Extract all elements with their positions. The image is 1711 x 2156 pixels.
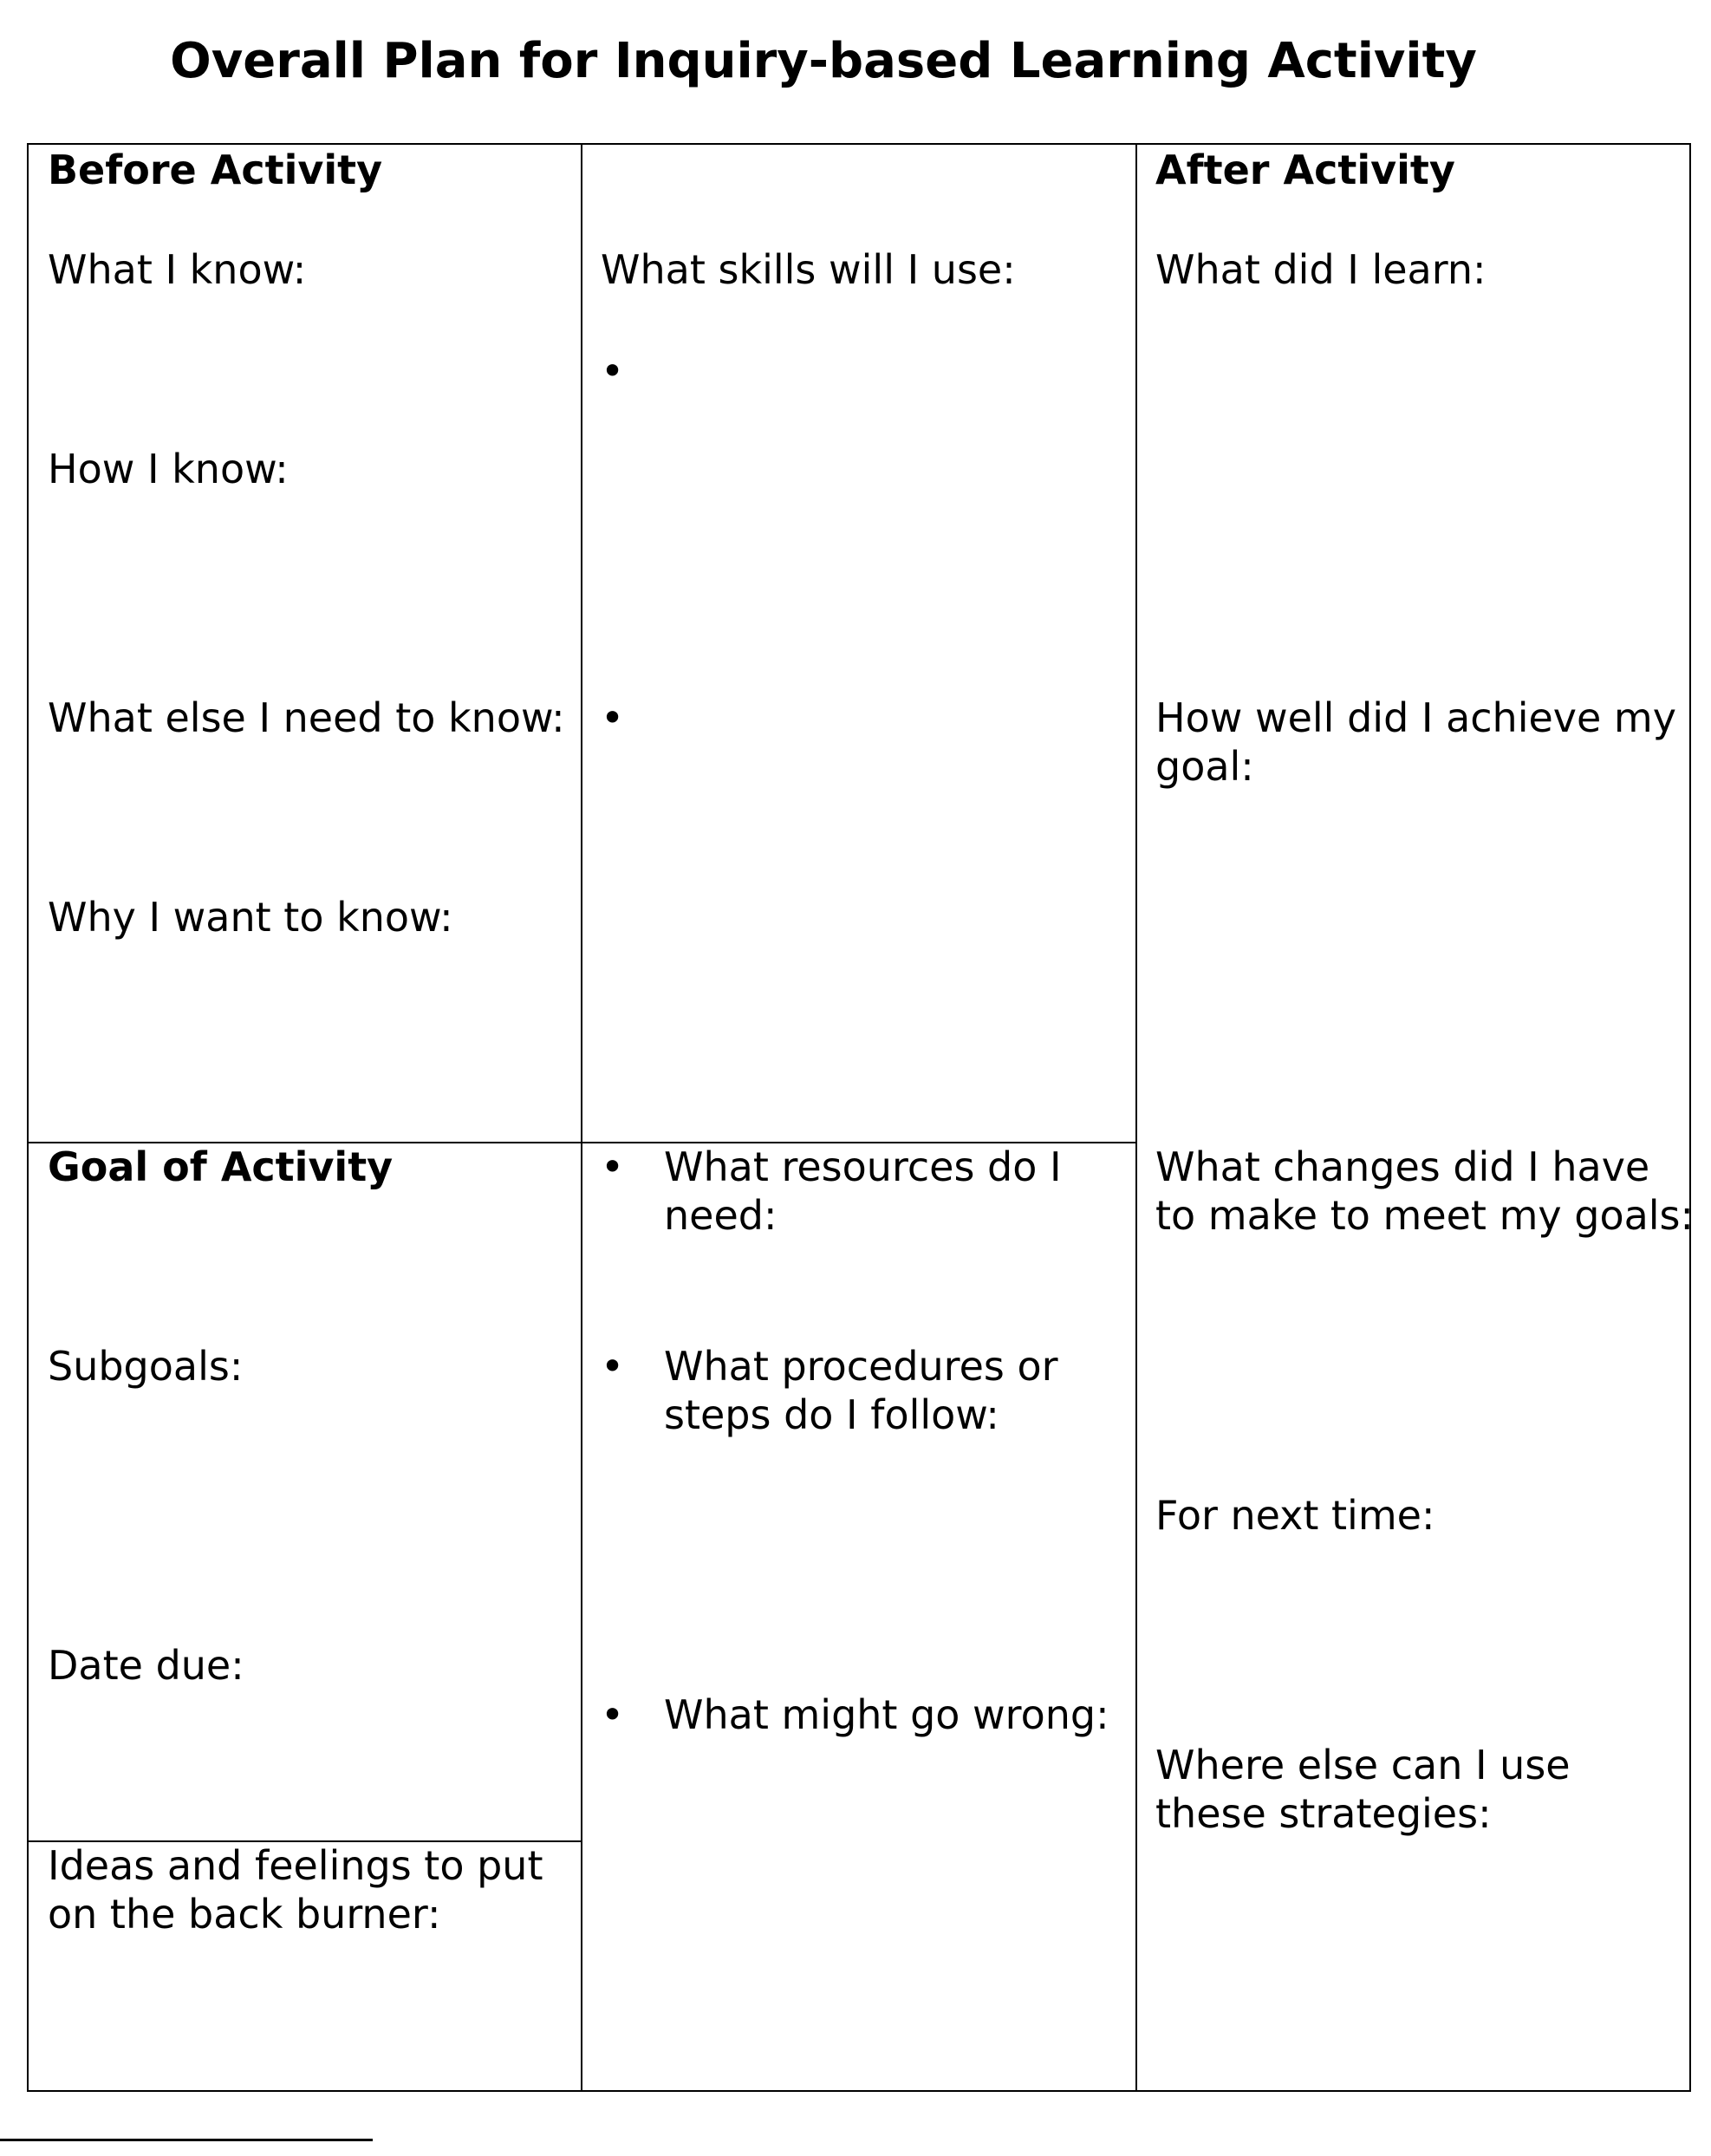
achieve-label-line1: How well did I achieve my bbox=[1155, 694, 1676, 741]
changes-label-line1: What changes did I have bbox=[1155, 1143, 1650, 1190]
procedures-label-line1: What procedures or bbox=[664, 1343, 1058, 1390]
subgoals-label: Subgoals: bbox=[48, 1343, 244, 1390]
page-title: Overall Plan for Inquiry-based Learning Activity bbox=[170, 33, 1477, 89]
resources-bullet: • bbox=[601, 1143, 625, 1190]
what-i-know-label: What I know: bbox=[48, 246, 307, 293]
where-else-label-line1: Where else can I use bbox=[1155, 1742, 1571, 1788]
what-else-label: What else I need to know: bbox=[48, 694, 565, 741]
column-divider-left bbox=[581, 143, 582, 2092]
where-else-label-line2: these strategies: bbox=[1155, 1790, 1492, 1837]
resources-label-line1: What resources do I bbox=[664, 1143, 1062, 1190]
changes-label-line2: to make to meet my goals: bbox=[1155, 1192, 1695, 1239]
procedures-label-line2: steps do I follow: bbox=[664, 1391, 999, 1438]
footnote-rule bbox=[0, 2139, 373, 2141]
resources-label-line2: need: bbox=[664, 1192, 777, 1239]
next-time-label: For next time: bbox=[1155, 1492, 1435, 1539]
back-burner-label-line1: Ideas and feelings to put bbox=[48, 1842, 543, 1889]
goal-of-activity-heading: Goal of Activity bbox=[48, 1143, 394, 1190]
skills-label: What skills will I use: bbox=[601, 246, 1016, 293]
back-burner-label-line2: on the back burner: bbox=[48, 1891, 441, 1938]
column-divider-right bbox=[1135, 143, 1137, 2092]
date-due-label: Date due: bbox=[48, 1642, 244, 1689]
wrong-bullet: • bbox=[601, 1691, 625, 1738]
why-want-label: Why I want to know: bbox=[48, 894, 453, 941]
procedures-bullet: • bbox=[601, 1343, 625, 1390]
wrong-label: What might go wrong: bbox=[664, 1691, 1109, 1738]
learn-label: What did I learn: bbox=[1155, 246, 1487, 293]
skills-bullet-2: • bbox=[601, 694, 625, 741]
skills-bullet-1: • bbox=[601, 348, 625, 394]
how-i-know-label: How I know: bbox=[48, 446, 289, 492]
before-activity-heading: Before Activity bbox=[48, 147, 383, 193]
after-activity-heading: After Activity bbox=[1155, 147, 1455, 193]
achieve-label-line2: goal: bbox=[1155, 743, 1254, 790]
